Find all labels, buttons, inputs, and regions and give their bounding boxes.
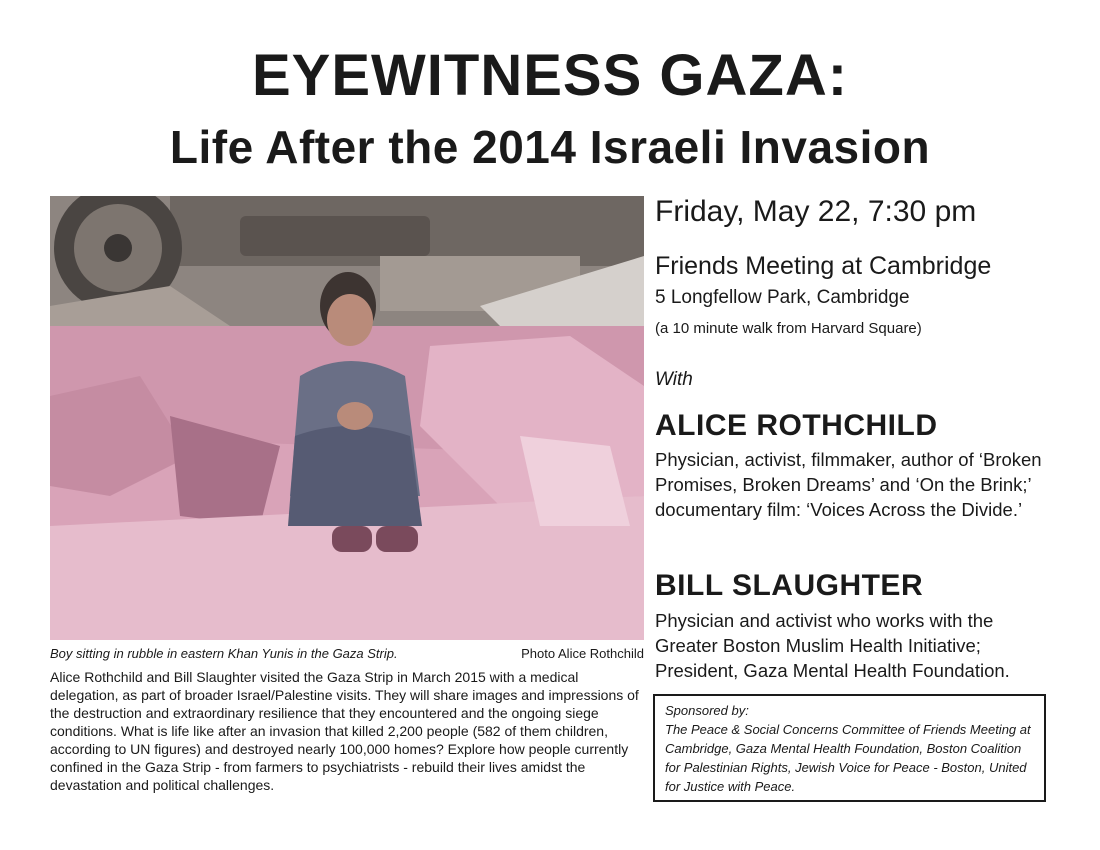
- photo-boy-in-rubble: [50, 196, 644, 640]
- photo-caption-row: [50, 646, 644, 664]
- sponsors-list: The Peace & Social Concerns Committee of Friends Meeting at Cambridge, Gaza Mental Health Foundation, Boston Coalition for Palestinian Rights, Jewish Voice for Peace - Boston, United for Justice with Peace.: [665, 722, 1031, 794]
- with-label: With: [655, 369, 693, 390]
- sponsors-box: [653, 694, 1046, 802]
- event-address: 5 Longfellow Park, Cambridge: [655, 287, 910, 308]
- event-photo: [50, 196, 644, 640]
- event-walk-note: (a 10 minute walk from Harvard Square): [655, 320, 922, 337]
- poster-title: EYEWITNESS GAZA:: [251, 43, 849, 108]
- speaker-name-alice: ALICE ROTHCHILD: [655, 409, 938, 442]
- sponsors-label: Sponsored by:: [665, 703, 749, 718]
- speaker-bio-bill: Physician and activist who works with the Greater Boston Muslim Health Initiative; President, Gaza Mental Health Foundation.: [655, 610, 1010, 681]
- poster-subtitle: Life After the 2014 Israeli Invasion: [169, 121, 931, 173]
- event-date: Friday, May 22, 7:30 pm: [655, 195, 977, 228]
- speaker-name-bill: BILL SLAUGHTER: [655, 569, 924, 602]
- photo-caption: Boy sitting in rubble in eastern Khan Yunis in the Gaza Strip.: [50, 646, 398, 661]
- event-description: Alice Rothchild and Bill Slaughter visited the Gaza Strip in March 2015 with a medical delegation, as part of broader Israel/Palestine visits. They will share images and impressions of the destruction and extraordinary resilience that they encountered and the ongoing siege conditions. What is life like after an invasion that killed 2,200 people (582 of them children, according to UN figures) and destroyed nearly 100,000 homes? Explore how people currently confined in the Gaza Strip - from farmers to psychiatrists - rebuild their lives amidst the devastation and political challenges.: [50, 669, 639, 793]
- photo-credit: Photo Alice Rothchild: [521, 646, 644, 661]
- speaker-bio-alice: Physician, activist, filmmaker, author of ‘Broken Promises, Broken Dreams’ and ‘On the Brink;’ documentary film: ‘Voices Across the Divide.’: [655, 449, 1042, 520]
- event-venue: Friends Meeting at Cambridge: [655, 252, 992, 280]
